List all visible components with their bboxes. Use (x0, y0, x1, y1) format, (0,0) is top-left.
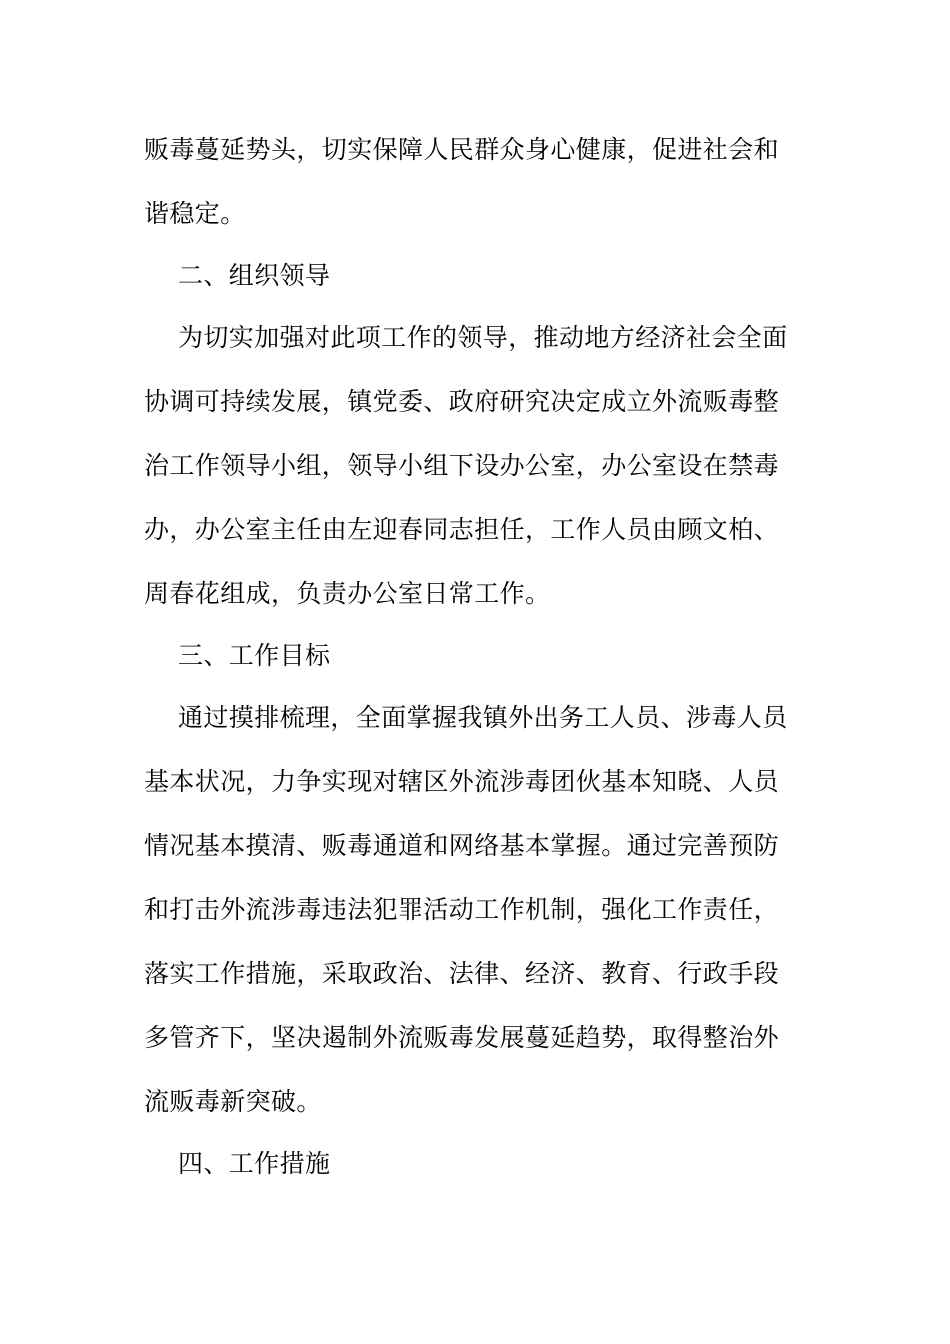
body-text-line: 办，办公室主任由左迎春同志担任，工作人员由顾文柏、 (144, 515, 780, 544)
body-text-line: 基本状况，力争实现对辖区外流涉毒团伙基本知晓、人员 (144, 767, 780, 796)
body-text-line: 周春花组成，负责办公室日常工作。 (144, 579, 551, 608)
body-text-line: 贩毒蔓延势头，切实保障人民群众身心健康，促进社会和 (144, 135, 780, 164)
paragraph-first-line: 通过摸排梳理，全面掌握我镇外出务工人员、涉毒人员 (178, 703, 788, 732)
section-heading-organization: 二、组织领导 (178, 261, 331, 290)
paragraph-first-line: 为切实加强对此项工作的领导，推动地方经济社会全面 (178, 323, 788, 352)
body-text-line: 多管齐下，坚决遏制外流贩毒发展蔓延趋势，取得整治外 (144, 1023, 780, 1052)
section-heading-goals: 三、工作目标 (178, 641, 331, 670)
body-text-line: 落实工作措施，采取政治、法律、经济、教育、行政手段 (144, 959, 780, 988)
body-text-line: 谐稳定。 (144, 199, 246, 228)
body-text-line: 治工作领导小组，领导小组下设办公室，办公室设在禁毒 (144, 451, 780, 480)
section-heading-measures: 四、工作措施 (178, 1149, 331, 1178)
body-text-line: 情况基本摸清、贩毒通道和网络基本掌握。通过完善预防 (144, 831, 780, 860)
body-text-line: 流贩毒新突破。 (144, 1087, 322, 1116)
body-text-line: 协调可持续发展，镇党委、政府研究决定成立外流贩毒整 (144, 387, 780, 416)
body-text-line: 和打击外流涉毒违法犯罪活动工作机制，强化工作责任， (144, 895, 780, 924)
